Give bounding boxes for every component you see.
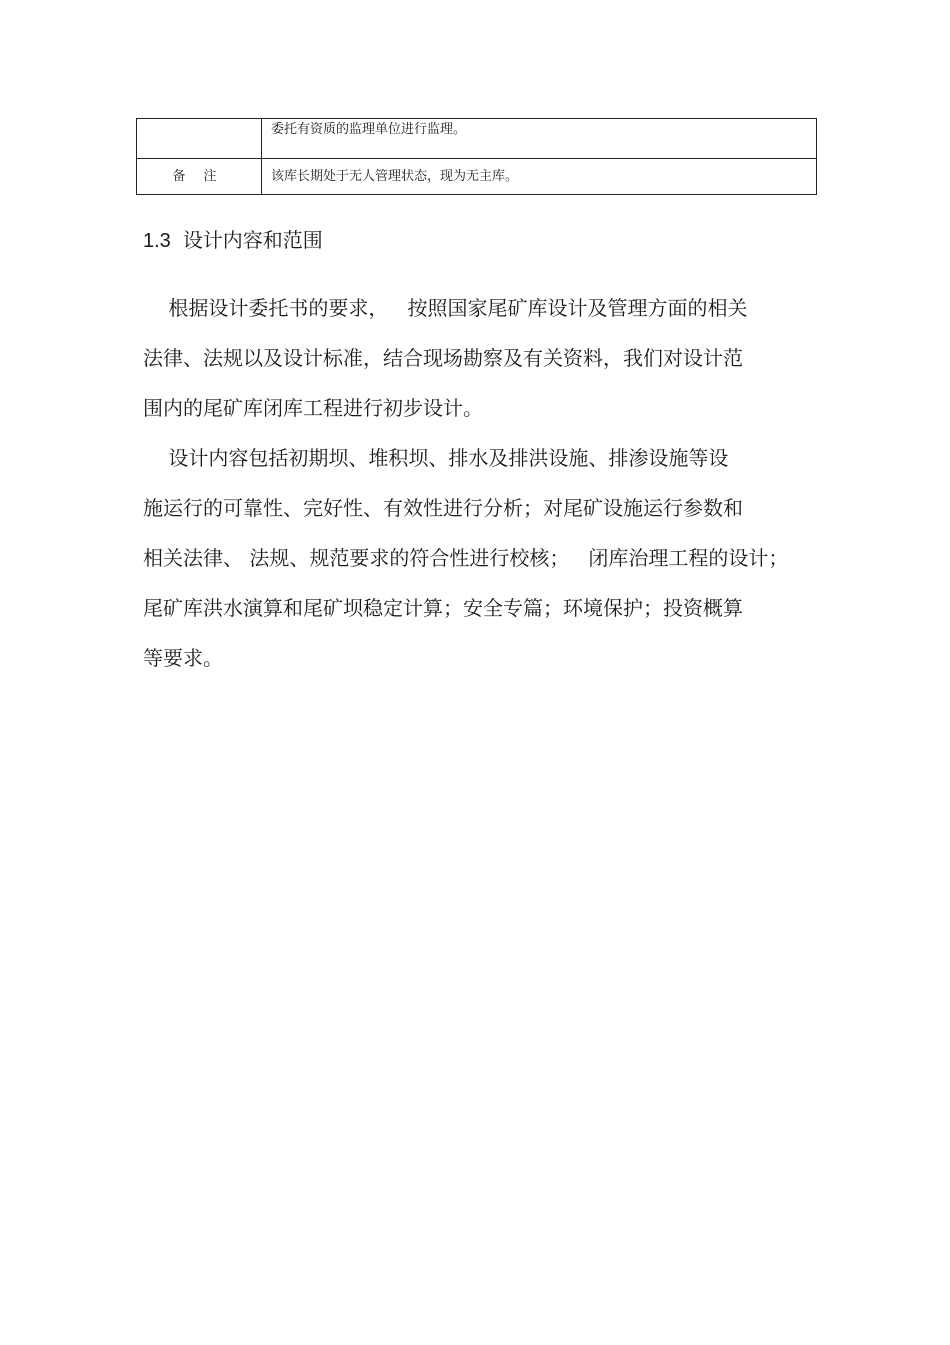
paragraph-line: 根据设计委托书的要求， 按照国家尾矿库设计及管理方面的相关 xyxy=(143,296,748,320)
section-heading xyxy=(143,226,323,255)
paragraph-line: 尾矿库洪水演算和尾矿坝稳定计算；安全专篇；环境保护；投资概算 xyxy=(143,596,743,620)
section-title: 设计内容和范围 xyxy=(182,228,323,252)
table-row xyxy=(137,119,817,159)
table-content-cell: 委托有资质的监理单位进行监理。 xyxy=(262,119,817,159)
paragraph-line: 围内的尾矿库闭库工程进行初步设计。 xyxy=(143,396,483,420)
table-label-cell xyxy=(137,119,262,159)
table-content-cell: 该库长期处于无人管理状态，现为无主库。 xyxy=(262,159,817,195)
table-row xyxy=(137,159,817,195)
paragraph-line: 等要求。 xyxy=(143,646,223,670)
paragraph-line: 法律、法规以及设计标准，结合现场勘察及有关资料，我们对设计范 xyxy=(143,346,743,370)
section-number: 1.3 xyxy=(143,230,171,252)
paragraph-line: 设计内容包括初期坝、堆积坝、排水及排洪设施、排渗设施等设 xyxy=(143,446,729,470)
paragraph-line: 施运行的可靠性、完好性、有效性进行分析；对尾矿设施运行参数和 xyxy=(143,496,743,520)
paragraph-line: 相关法律、 法规、规范要求的符合性进行校核； 闭库治理工程的设计； xyxy=(143,546,789,570)
info-table xyxy=(136,118,817,195)
table-label-cell-remarks: 备注 xyxy=(137,159,262,195)
